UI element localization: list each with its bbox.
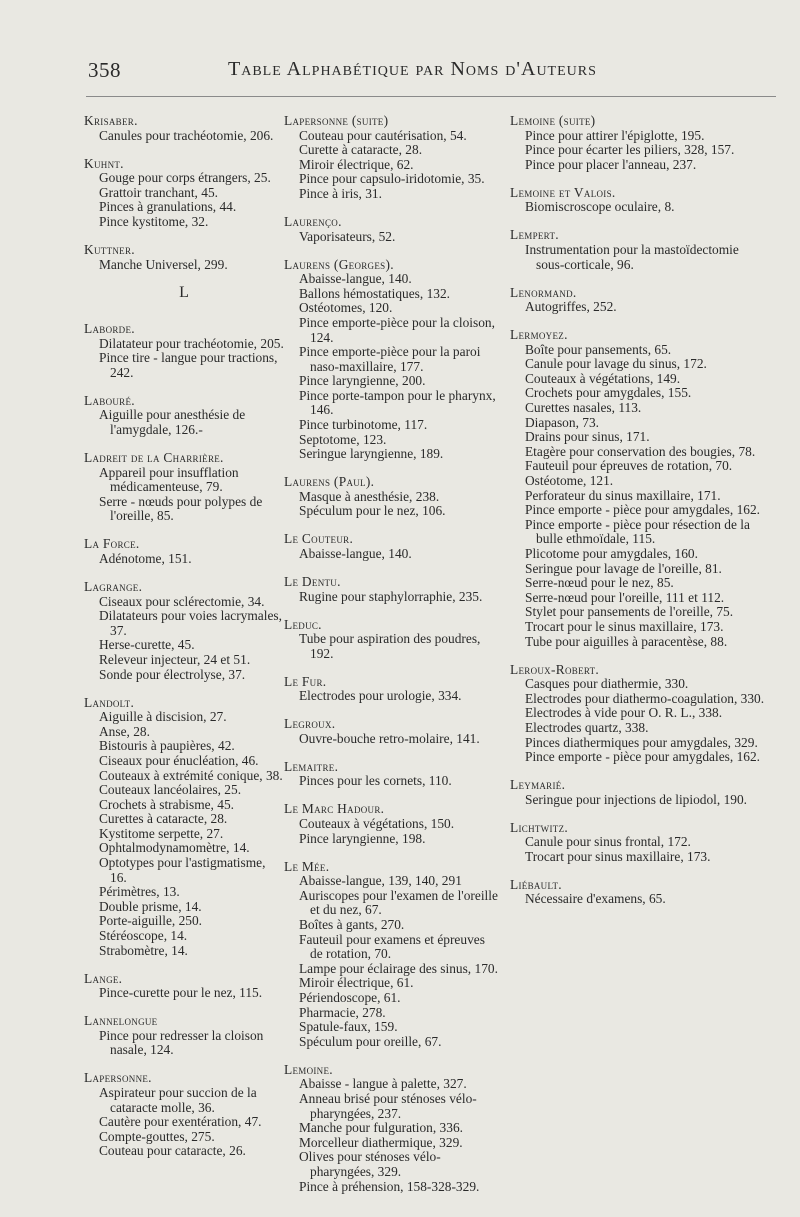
author-heading: Legroux. bbox=[284, 716, 336, 732]
index-entry bbox=[284, 575, 498, 604]
author-heading: Laborde. bbox=[84, 321, 135, 337]
author-heading: Leroux-Robert. bbox=[510, 661, 600, 677]
instrument-item: Couteau pour cautérisation, 54. bbox=[299, 127, 467, 143]
instrument-item: Pinces diathermiques pour amygdales, 329. bbox=[525, 734, 758, 750]
instrument-item: Curette à cataracte, 28. bbox=[299, 142, 423, 158]
index-entry bbox=[84, 322, 284, 380]
instrument-item: Pince à iris, 31. bbox=[299, 185, 382, 201]
instrument-item: Gouge pour corps étrangers, 25. bbox=[99, 170, 271, 186]
instrument-item: Olives pour sténoses vélo-pharyngées, 329. bbox=[299, 1149, 441, 1179]
instrument-item: Etagère pour conservation des bougies, 78. bbox=[525, 443, 756, 459]
author-heading: Lemaitre. bbox=[284, 758, 339, 774]
author-heading: Lapersonne. bbox=[84, 1070, 152, 1086]
author-heading: Krisaber. bbox=[84, 113, 138, 128]
instrument-item: Couteaux à végétations, 150. bbox=[299, 816, 455, 832]
instrument-item: Dilatateur pour trachéotomie, 205. bbox=[99, 335, 284, 351]
index-entry bbox=[284, 618, 498, 662]
instrument-item: Vaporisateurs, 52. bbox=[299, 228, 396, 244]
instrument-item: Anse, 28. bbox=[99, 723, 150, 739]
instrument-item: Perforateur du sinus maxillaire, 171. bbox=[525, 487, 721, 503]
instrument-item: Kystitome serpette, 27. bbox=[99, 825, 224, 841]
instrument-item: Pinces à granulations, 44. bbox=[99, 199, 237, 215]
index-entry bbox=[284, 717, 498, 746]
instrument-item: Manche pour fulguration, 336. bbox=[299, 1120, 463, 1136]
instrument-item: Compte-gouttes, 275. bbox=[99, 1128, 215, 1144]
instrument-item: Couteaux à végétations, 149. bbox=[525, 370, 681, 386]
instrument-item: Pince turbinotome, 117. bbox=[299, 417, 428, 433]
instrument-item: Nécessaire d'examens, 65. bbox=[525, 891, 666, 907]
instrument-item: Aiguille à discision, 27. bbox=[99, 709, 227, 725]
author-heading: Lichtwitz. bbox=[510, 819, 569, 835]
instrument-item: Serre - nœuds pour polypes de l'oreille, 85. bbox=[99, 493, 263, 524]
instrument-item: Ouvre-bouche retro-molaire, 141. bbox=[299, 730, 480, 746]
instrument-item: Diapason, 73. bbox=[525, 414, 600, 430]
instrument-item: Ostéotome, 121. bbox=[525, 473, 614, 489]
index-entry bbox=[284, 675, 498, 704]
index-column-2 bbox=[284, 114, 498, 1207]
index-entry bbox=[510, 114, 770, 172]
instrument-item: Herse-curette, 45. bbox=[99, 637, 195, 653]
index-entry bbox=[510, 186, 770, 215]
running-title: Table Alphabétique par Noms d'Auteurs bbox=[228, 58, 597, 80]
author-heading: Lannelongue bbox=[84, 1013, 158, 1029]
instrument-item: Pince porte-tampon pour le pharynx, 146. bbox=[299, 387, 496, 418]
index-entry bbox=[284, 860, 498, 1050]
author-heading: Labouré. bbox=[84, 392, 135, 408]
instrument-item: Pince emporte - pièce pour amygdales, 162. bbox=[525, 749, 761, 765]
author-heading: La Force. bbox=[84, 536, 140, 552]
instrument-item: Crochets à strabisme, 45. bbox=[99, 796, 234, 812]
instrument-item: Abaisse - langue à palette, 327. bbox=[299, 1076, 467, 1092]
header-rule bbox=[86, 96, 776, 97]
instrument-item: Spéculum pour oreille, 67. bbox=[299, 1033, 442, 1049]
instrument-item: Seringue pour injections de lipiodol, 190. bbox=[525, 791, 748, 807]
author-heading: Le Marc Hadour. bbox=[284, 801, 385, 817]
instrument-item: Strabomètre, 14. bbox=[99, 942, 188, 958]
author-heading: Laurens (Georges). bbox=[284, 256, 394, 272]
instrument-item: Aiguille pour anesthésie de l'amygdale, 126.- bbox=[99, 407, 246, 438]
author-heading: Lapersonne (suite) bbox=[284, 113, 389, 128]
instrument-item: Pince pour écarter les piliers, 328, 157. bbox=[525, 142, 735, 158]
instrument-item: Pince kystitome, 32. bbox=[99, 213, 209, 229]
instrument-item: Plicotome pour amygdales, 160. bbox=[525, 546, 698, 561]
index-entry bbox=[84, 243, 284, 272]
instrument-item: Pince emporte-pièce pour la cloison, 124. bbox=[299, 314, 495, 345]
index-entry bbox=[84, 1071, 284, 1159]
instrument-item: Stylet pour pansements de l'oreille, 75. bbox=[525, 604, 734, 620]
instrument-item: Couteau pour cataracte, 26. bbox=[99, 1143, 246, 1159]
instrument-item: Spatule-faux, 159. bbox=[299, 1019, 398, 1035]
index-entry bbox=[84, 580, 284, 682]
index-entry bbox=[84, 1014, 284, 1058]
instrument-item: Seringue pour lavage de l'oreille, 81. bbox=[525, 560, 722, 576]
instrument-item: Ciseaux pour sclérectomie, 34. bbox=[99, 593, 265, 609]
instrument-item: Pince pour attirer l'épiglotte, 195. bbox=[525, 127, 705, 143]
index-entry bbox=[284, 532, 498, 561]
instrument-item: Casques pour diathermie, 330. bbox=[525, 676, 689, 692]
index-entry bbox=[84, 114, 284, 143]
instrument-item: Abaisse-langue, 140. bbox=[299, 546, 412, 561]
instrument-item: Canules pour trachéotomie, 206. bbox=[99, 127, 274, 143]
index-entry bbox=[84, 696, 284, 959]
instrument-item: Crochets pour amygdales, 155. bbox=[525, 385, 692, 401]
instrument-item: Fauteuil pour épreuves de rotation, 70. bbox=[525, 458, 733, 474]
author-heading: Lenormand. bbox=[510, 284, 577, 300]
author-heading: Lempert. bbox=[510, 227, 559, 243]
page-header bbox=[0, 58, 800, 88]
instrument-item: Electrodes pour diathermo-coagulation, 330. bbox=[525, 690, 765, 706]
index-entry bbox=[510, 663, 770, 765]
author-heading: Le Dentu. bbox=[284, 573, 341, 589]
instrument-item: Biomiscroscope oculaire, 8. bbox=[525, 199, 675, 215]
instrument-item: Instrumentation pour la mastoïdectomie sous-corticale, 96. bbox=[525, 241, 739, 272]
instrument-item: Serre-nœud pour l'oreille, 111 et 112. bbox=[525, 589, 725, 605]
instrument-item: Ostéotomes, 120. bbox=[299, 300, 393, 316]
instrument-item: Electrodes quartz, 338. bbox=[525, 719, 649, 735]
instrument-item: Périmètres, 13. bbox=[99, 884, 180, 900]
instrument-item: Adénotome, 151. bbox=[99, 551, 192, 566]
instrument-item: Ballons hémostatiques, 132. bbox=[299, 285, 451, 301]
instrument-item: Pince à préhension, 158-328-329. bbox=[299, 1178, 480, 1194]
instrument-item: Porte-aiguille, 250. bbox=[99, 913, 203, 929]
instrument-item: Miroir électrique, 62. bbox=[299, 156, 414, 172]
index-entry bbox=[510, 286, 770, 315]
instrument-item: Trocart pour le sinus maxillaire, 173. bbox=[525, 618, 724, 634]
index-entry bbox=[284, 802, 498, 846]
instrument-item: Optotypes pour l'astigmatisme, 16. bbox=[99, 855, 266, 885]
index-entry bbox=[84, 972, 284, 1001]
instrument-item: Curettes nasales, 113. bbox=[525, 400, 642, 416]
instrument-item: Electrodes pour urologie, 334. bbox=[299, 688, 462, 704]
index-entry bbox=[84, 537, 284, 566]
author-heading: Lemoine (suite) bbox=[510, 113, 596, 128]
index-entry bbox=[84, 451, 284, 524]
instrument-item: Seringue laryngienne, 189. bbox=[299, 446, 444, 462]
author-heading: Laurenço. bbox=[284, 213, 342, 229]
instrument-item: Ophtalmodynamomètre, 14. bbox=[99, 840, 250, 856]
instrument-item: Fauteuil pour examens et épreuves de rotation, 70. bbox=[299, 931, 485, 962]
author-heading: Le Couteur. bbox=[284, 531, 354, 547]
index-entry bbox=[510, 778, 770, 807]
instrument-item: Manche Universel, 299. bbox=[99, 256, 228, 272]
instrument-item: Appareil pour insufflation médicamenteuse, 79. bbox=[99, 464, 239, 495]
index-column-3 bbox=[510, 114, 770, 920]
index-entry bbox=[284, 114, 498, 202]
index-entry bbox=[284, 475, 498, 519]
instrument-item: Stéréoscope, 14. bbox=[99, 928, 188, 944]
author-heading: Kuttner. bbox=[84, 241, 135, 257]
index-entry bbox=[284, 258, 498, 462]
index-entry bbox=[84, 157, 284, 230]
instrument-item: Autogriffes, 252. bbox=[525, 299, 617, 315]
instrument-item: Rugine pour staphylorraphie, 235. bbox=[299, 588, 483, 604]
instrument-item: Tube pour aiguilles à paracentèse, 88. bbox=[525, 633, 728, 649]
instrument-item: Septotome, 123. bbox=[299, 431, 387, 447]
instrument-item: Boîtes à gants, 270. bbox=[299, 917, 405, 933]
instrument-item: Anneau brisé pour sténoses vélo-pharyngées, 237. bbox=[299, 1090, 477, 1121]
instrument-item: Curettes à cataracte, 28. bbox=[99, 811, 228, 827]
instrument-item: Trocart pour sinus maxillaire, 173. bbox=[525, 848, 711, 864]
instrument-item: Boîte pour pansements, 65. bbox=[525, 341, 672, 357]
instrument-item: Electrodes à vide pour O. R. L., 338. bbox=[525, 705, 723, 721]
instrument-item: Couteaux lancéolaires, 25. bbox=[99, 782, 242, 798]
author-heading: Lemoine et Valois. bbox=[510, 184, 616, 200]
author-heading: Ladreit de la Charrière. bbox=[84, 450, 224, 466]
section-letter: L bbox=[179, 283, 189, 301]
page-number: 358 bbox=[88, 58, 121, 82]
author-heading: Lange. bbox=[84, 970, 123, 986]
instrument-item: Pince emporte - pièce pour résection de la bulle ethmoïdale, 115. bbox=[525, 516, 750, 547]
instrument-item: Pince pour redresser la cloison nasale, 124. bbox=[99, 1027, 264, 1058]
instrument-item: Aspirateur pour succion de la cataracte molle, 36. bbox=[99, 1084, 257, 1115]
instrument-item: Auriscopes pour l'examen de l'oreille et du nez, 67. bbox=[299, 887, 498, 918]
instrument-item: Pince laryngienne, 198. bbox=[299, 830, 426, 846]
instrument-item: Cautère pour exentération, 47. bbox=[99, 1114, 262, 1130]
instrument-item: Pince pour placer l'anneau, 237. bbox=[525, 156, 697, 172]
instrument-item: Ciseaux pour énucléation, 46. bbox=[99, 752, 259, 768]
instrument-item: Miroir électrique, 61. bbox=[299, 975, 414, 991]
index-entry bbox=[510, 328, 770, 649]
instrument-item: Pince tire - langue pour tractions, 242. bbox=[99, 350, 278, 380]
author-heading: Lagrange. bbox=[84, 578, 143, 594]
instrument-item: Périendoscope, 61. bbox=[299, 989, 401, 1005]
instrument-item: Spéculum pour le nez, 106. bbox=[299, 503, 446, 519]
index-entry bbox=[510, 878, 770, 907]
author-heading: Le Mée. bbox=[284, 858, 330, 874]
instrument-item: Masque à anesthésie, 238. bbox=[299, 488, 440, 504]
instrument-item: Sonde pour électrolyse, 37. bbox=[99, 666, 246, 682]
index-entry bbox=[284, 760, 498, 789]
instrument-item: Double prisme, 14. bbox=[99, 898, 202, 914]
author-heading: Landolt. bbox=[84, 694, 135, 710]
instrument-item: Canule pour lavage du sinus, 172. bbox=[525, 356, 707, 372]
index-entry bbox=[284, 215, 498, 244]
instrument-item: Bistouris à paupières, 42. bbox=[99, 738, 235, 754]
author-heading: Lemoine. bbox=[284, 1061, 333, 1077]
instrument-item: Pince emporte - pièce pour amygdales, 162. bbox=[525, 502, 761, 518]
instrument-item: Morcelleur diathermique, 329. bbox=[299, 1134, 463, 1150]
instrument-item: Couteaux à extrémité conique, 38. bbox=[99, 767, 283, 783]
index-entry bbox=[84, 394, 284, 438]
instrument-item: Drains pour sinus, 171. bbox=[525, 429, 650, 445]
instrument-item: Abaisse-langue, 139, 140, 291 bbox=[299, 873, 462, 889]
instrument-item: Pince-curette pour le nez, 115. bbox=[99, 985, 263, 1001]
index-entry bbox=[510, 228, 770, 272]
index-column-1 bbox=[84, 114, 284, 1172]
instrument-item: Canule pour sinus frontal, 172. bbox=[525, 834, 691, 850]
instrument-item: Pinces pour les cornets, 110. bbox=[299, 773, 452, 789]
index-entry bbox=[510, 821, 770, 865]
author-heading: Leduc. bbox=[284, 616, 322, 632]
instrument-item: Pharmacie, 278. bbox=[299, 1004, 386, 1020]
author-heading: Le Fur. bbox=[284, 673, 327, 689]
instrument-item: Pince laryngienne, 200. bbox=[299, 373, 426, 389]
instrument-item: Tube pour aspiration des poudres, 192. bbox=[299, 631, 481, 661]
instrument-item: Dilatateurs pour voies lacrymales, 37. bbox=[99, 608, 282, 638]
instrument-item: Lampe pour éclairage des sinus, 170. bbox=[299, 960, 498, 976]
author-heading: Lermoyez. bbox=[510, 327, 568, 343]
instrument-item: Grattoir tranchant, 45. bbox=[99, 184, 218, 200]
instrument-item: Pince emporte-pièce pour la paroi naso-maxillaire, 177. bbox=[299, 344, 481, 374]
author-heading: Liébault. bbox=[510, 876, 562, 892]
author-heading: Laurens (Paul). bbox=[284, 474, 375, 490]
instrument-item: Abaisse-langue, 140. bbox=[299, 271, 412, 287]
instrument-item: Releveur injecteur, 24 et 51. bbox=[99, 651, 251, 667]
author-heading: Leymarié. bbox=[510, 777, 566, 793]
instrument-item: Pince pour capsulo-iridotomie, 35. bbox=[299, 171, 485, 187]
author-heading: Kuhnt. bbox=[84, 155, 124, 171]
instrument-item: Serre-nœud pour le nez, 85. bbox=[525, 575, 674, 591]
index-entry bbox=[284, 1063, 498, 1194]
